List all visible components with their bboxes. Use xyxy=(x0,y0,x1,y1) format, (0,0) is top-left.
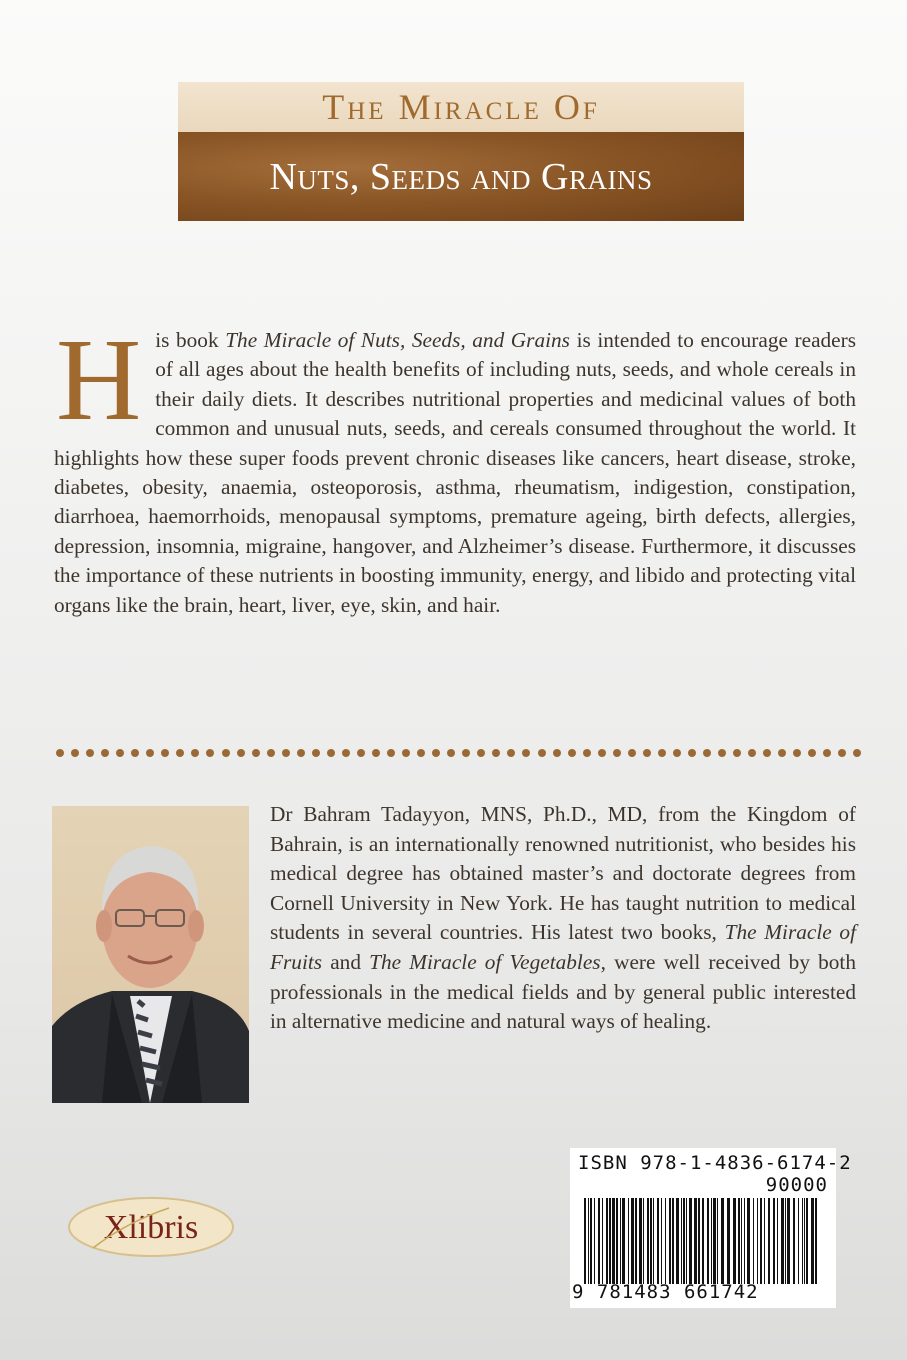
barcode-bar xyxy=(793,1198,795,1284)
barcode-bar xyxy=(698,1198,700,1284)
divider-dot xyxy=(838,749,846,757)
isbn-number: ISBN 978-1-4836-6174-2 xyxy=(578,1152,852,1174)
divider-dot xyxy=(553,749,561,757)
barcode-bar xyxy=(804,1198,805,1284)
divider-dot xyxy=(432,749,440,757)
divider-dot xyxy=(372,749,380,757)
barcode-bar xyxy=(650,1198,652,1284)
divider-dot xyxy=(447,749,455,757)
barcode-bar xyxy=(584,1198,586,1284)
barcode-bar xyxy=(657,1198,659,1284)
barcode-bar xyxy=(639,1198,642,1284)
divider-dot xyxy=(748,749,756,757)
bio-book1: The Miracle of Fruits xyxy=(270,920,857,974)
barcode-bar xyxy=(647,1198,649,1284)
divider-dot xyxy=(86,749,94,757)
barcode-bar xyxy=(616,1198,618,1284)
divider-dot xyxy=(793,749,801,757)
barcode-bar xyxy=(806,1198,808,1284)
divider-dot xyxy=(387,749,395,757)
price-code: 90000 xyxy=(765,1174,828,1196)
divider-dot xyxy=(237,749,245,757)
barcode-bar xyxy=(686,1198,687,1284)
bio-part1: Dr Bahram Tadayyon, MNS, Ph.D., MD, from the Kingdom of Bahrain, is an internationally renowned nutritionist, who besides his medical degree has obtained master’s and doctorate degrees from Cornell University in New York. He has taught nutrition to medical students in several countries. His latest two books, xyxy=(270,802,856,945)
divider-dot xyxy=(522,749,530,757)
divider-dot xyxy=(297,749,305,757)
bio-part2: , were well received by both professionals in the medical fields and by general public interested in alternative medicine and natural ways of healing. xyxy=(270,949,856,1034)
divider-dot xyxy=(733,749,741,757)
title-line1: The Miracle Of xyxy=(322,87,600,127)
divider-dot xyxy=(252,749,260,757)
barcode-bar xyxy=(635,1198,637,1284)
barcode-bar xyxy=(802,1198,803,1284)
barcode-bar xyxy=(811,1198,814,1284)
barcode-bar xyxy=(661,1198,662,1284)
divider-dot xyxy=(462,749,470,757)
publisher-logo xyxy=(67,1196,235,1258)
divider-dot xyxy=(703,749,711,757)
barcode-bar xyxy=(622,1198,625,1284)
divider-dot xyxy=(267,749,275,757)
blurb-book-title: The Miracle of Nuts, Seeds, and Grains xyxy=(225,328,570,352)
divider-dot xyxy=(282,749,290,757)
barcode-bar xyxy=(711,1198,712,1284)
barcode-bar xyxy=(598,1198,600,1284)
divider-dot xyxy=(568,749,576,757)
barcode-bar xyxy=(588,1198,589,1284)
barcode-bar xyxy=(815,1198,817,1284)
divider-dot xyxy=(342,749,350,757)
barcode-bar xyxy=(620,1198,621,1284)
divider-dot xyxy=(131,749,139,757)
barcode-bar xyxy=(681,1198,682,1284)
divider-dot xyxy=(763,749,771,757)
barcode-bar xyxy=(590,1198,592,1284)
barcode-bar xyxy=(773,1198,775,1284)
ean-number: 9 781483 661742 xyxy=(572,1281,759,1303)
barcode-bars xyxy=(584,1198,822,1284)
divider-dot xyxy=(778,749,786,757)
barcode-bar xyxy=(747,1198,750,1284)
barcode-bar xyxy=(768,1198,770,1284)
barcode-bar xyxy=(643,1198,644,1284)
divider-dot xyxy=(477,749,485,757)
divider-dot xyxy=(101,749,109,757)
divider-dot xyxy=(613,749,621,757)
barcode-bar xyxy=(631,1198,634,1284)
divider-dot xyxy=(327,749,335,757)
barcode-bar xyxy=(683,1198,685,1284)
publisher-name: Xlibris xyxy=(103,1209,199,1246)
barcode-bar xyxy=(713,1198,716,1284)
barcode-bar xyxy=(757,1198,758,1284)
barcode-bar xyxy=(612,1198,615,1284)
barcode-bar xyxy=(721,1198,724,1284)
divider-dot xyxy=(161,749,169,757)
barcode-bar xyxy=(694,1198,697,1284)
divider-dot xyxy=(402,749,410,757)
divider-dot xyxy=(583,749,591,757)
divider-dot xyxy=(628,749,636,757)
divider-dot xyxy=(116,749,124,757)
barcode-bar xyxy=(717,1198,718,1284)
title-bottom-band xyxy=(178,132,744,221)
divider-dot xyxy=(357,749,365,757)
divider-dot xyxy=(673,749,681,757)
author-portrait-illustration xyxy=(52,806,249,1103)
divider-dot xyxy=(71,749,79,757)
barcode-bar xyxy=(702,1198,704,1284)
barcode-bar xyxy=(738,1198,740,1284)
divider-dot xyxy=(658,749,666,757)
barcode-bar xyxy=(653,1198,654,1284)
divider-dot xyxy=(417,749,425,757)
divider-dot xyxy=(538,749,546,757)
divider-dot xyxy=(176,749,184,757)
barcode-bar xyxy=(628,1198,629,1284)
isbn-barcode xyxy=(570,1148,852,1308)
divider-dot xyxy=(312,749,320,757)
barcode-bar xyxy=(741,1198,742,1284)
barcode-bar xyxy=(594,1198,595,1284)
barcode-bar xyxy=(676,1198,679,1284)
barcode-bar xyxy=(727,1198,730,1284)
title-line2: Nuts, Seeds and Grains xyxy=(269,155,653,198)
barcode-bar xyxy=(733,1198,736,1284)
bio-book2: The Miracle of Vegetables xyxy=(369,949,601,974)
barcode-bar xyxy=(672,1198,674,1284)
divider-dot xyxy=(643,749,651,757)
barcode-bar xyxy=(760,1198,762,1284)
barcode-bar xyxy=(764,1198,765,1284)
barcode-bar xyxy=(609,1198,611,1284)
divider-dot xyxy=(492,749,500,757)
barcode-bar xyxy=(707,1198,709,1284)
divider-dot xyxy=(718,749,726,757)
barcode-bar xyxy=(744,1198,745,1284)
bio-and: and xyxy=(322,949,370,974)
divider-dot xyxy=(808,749,816,757)
divider-dot xyxy=(146,749,154,757)
divider-dot xyxy=(222,749,230,757)
blurb-body: is intended to encourage readers of all ages about the health benefits of including nuts, seeds, and whole cereals in their daily diets. It describes nutritional properties and medicinal values of both common and unusual nuts, seeds, and cereals consumed throughout the world. It highlights how these super foods prevent chronic diseases like cancers, heart disease, stroke, diabetes, obesity, anaemia, osteoporosis, asthma, rheumatism, indigestion, constipation, diarrhoea, haemorrhoids, menopausal symptoms, premature ageing, birth defects, allergies, depression, insomnia, migraine, hangover, and Alzheimer’s disease. Furthermore, it discusses the importance of these nutrients in boosting immunity, energy, and libido and protecting vital organs like the brain, heart, liver, eye, skin, and hair. xyxy=(54,328,857,617)
divider-dot xyxy=(507,749,515,757)
divider-dot xyxy=(191,749,199,757)
barcode-bar xyxy=(787,1198,790,1284)
author-photo xyxy=(52,806,249,1103)
barcode-bar xyxy=(781,1198,784,1284)
barcode-bar xyxy=(665,1198,666,1284)
divider-dot xyxy=(823,749,831,757)
divider-dot xyxy=(598,749,606,757)
divider-dot xyxy=(853,749,861,757)
barcode-bar xyxy=(689,1198,692,1284)
barcode-bar xyxy=(669,1198,671,1284)
drop-cap: H xyxy=(56,314,142,445)
book-description xyxy=(54,314,857,620)
barcode-bar xyxy=(798,1198,799,1284)
author-bio xyxy=(270,800,856,1037)
barcode-bar xyxy=(753,1198,754,1284)
barcode-bar xyxy=(602,1198,603,1284)
dotted-divider xyxy=(56,746,862,760)
blurb-intro: is book xyxy=(155,328,226,352)
divider-dot xyxy=(56,749,64,757)
title-top-band xyxy=(178,82,744,132)
barcode-bar xyxy=(785,1198,786,1284)
barcode-bar xyxy=(777,1198,778,1284)
divider-dot xyxy=(206,749,214,757)
barcode-bar xyxy=(606,1198,608,1284)
divider-dot xyxy=(688,749,696,757)
